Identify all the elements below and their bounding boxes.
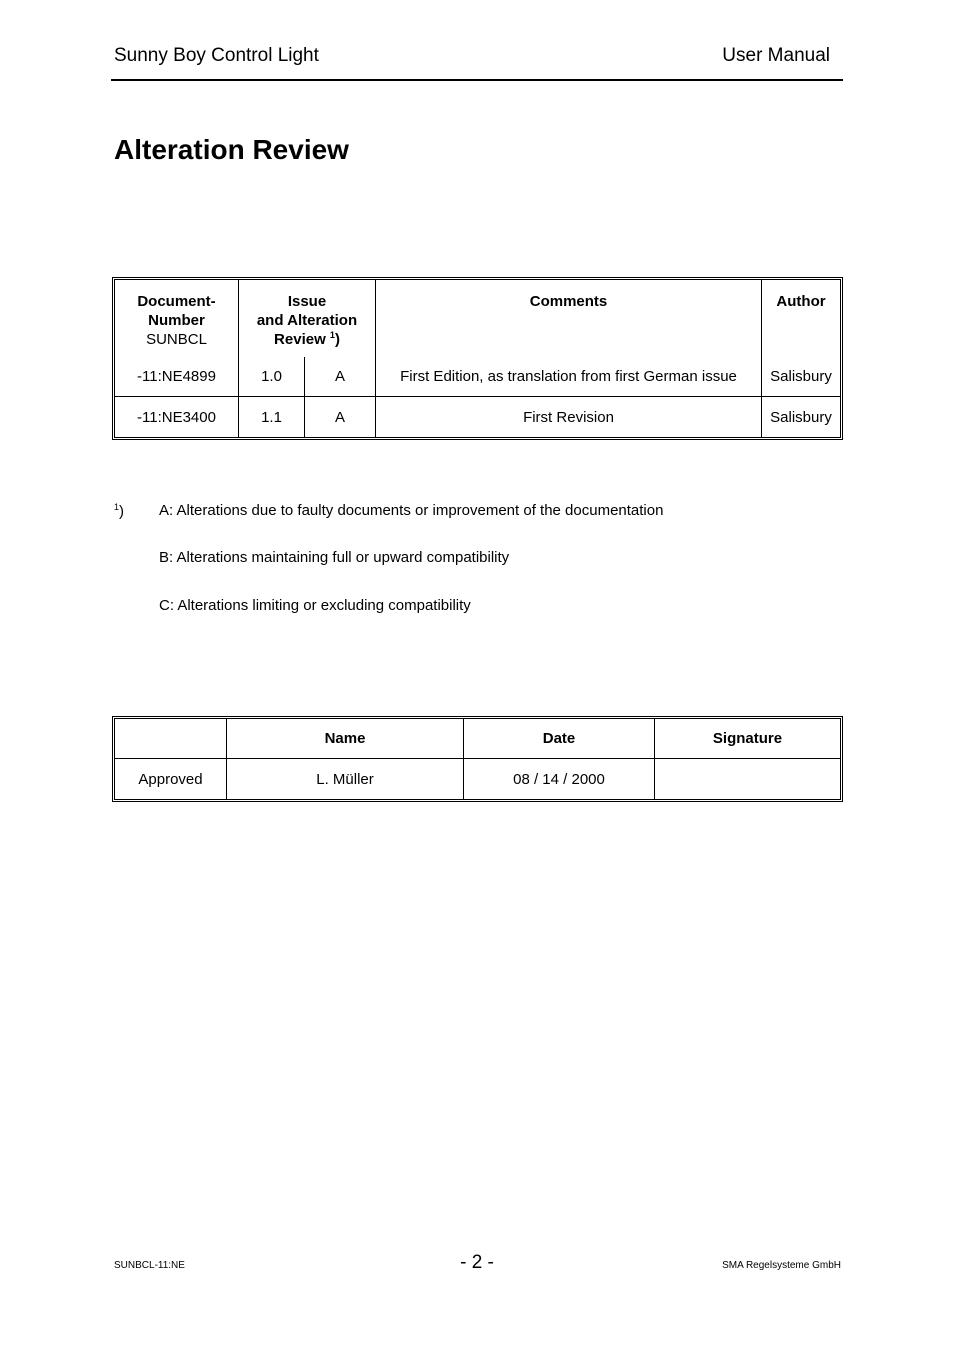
cell-comment: First Edition, as translation from first German issue	[376, 357, 762, 397]
footer-company: SMA Regelsysteme GmbH	[722, 1260, 841, 1271]
approval-header-blank	[115, 719, 227, 759]
table-row	[115, 397, 840, 437]
cell-document-number: -11:NE3400	[115, 397, 239, 437]
cell-issue: 1.1	[239, 397, 305, 437]
approval-header-date: Date	[464, 719, 655, 759]
approval-label: Approved	[115, 759, 227, 799]
footer-doc-code: SUNBCL-11:NE	[114, 1260, 185, 1271]
footnote-line-a: A: Alterations due to faulty documents or improvement of the documentation	[159, 502, 664, 519]
footnote-marker: $^1$)	[114, 502, 125, 520]
approval-row	[115, 759, 840, 799]
cell-author: Salisbury	[762, 357, 840, 397]
header-issue-alteration: Issue and Alteration Review $^1$)	[239, 280, 376, 357]
header-author: Author	[776, 293, 826, 310]
header-comments: Comments	[376, 280, 762, 357]
table-header-row	[115, 280, 840, 357]
cell-issue: 1.0	[239, 357, 305, 397]
cell-author: Salisbury	[770, 408, 832, 426]
approval-name: L. Müller	[227, 759, 464, 799]
footnote-line-c: C: Alterations limiting or excluding compatibility	[159, 597, 471, 614]
cell-alteration: A	[305, 357, 376, 397]
approval-header-name: Name	[227, 719, 464, 759]
approval-signature	[655, 759, 840, 799]
alteration-review-table	[112, 277, 843, 440]
footnote-line-b: B: Alterations maintaining full or upward compatibility	[159, 549, 510, 566]
cell-comment: First Revision	[376, 397, 762, 437]
header-divider	[111, 79, 843, 81]
approval-table	[112, 716, 843, 802]
header-document-number: Document- Number SUNBCL	[115, 280, 239, 357]
header-title: Sunny Boy Control Light	[114, 45, 319, 66]
header-doc-type: User Manual	[722, 45, 830, 66]
approval-header-row	[115, 719, 840, 759]
cell-alteration: A	[305, 397, 376, 437]
approval-date: 08 / 14 / 2000	[464, 759, 655, 799]
cell-document-number: -11:NE4899	[115, 357, 239, 397]
page-title: Alteration Review	[114, 134, 349, 165]
approval-header-signature: Signature	[655, 719, 840, 759]
footnote-ref: 1	[329, 330, 335, 340]
page-number: - 2 -	[460, 1252, 494, 1273]
table-row	[115, 357, 840, 397]
